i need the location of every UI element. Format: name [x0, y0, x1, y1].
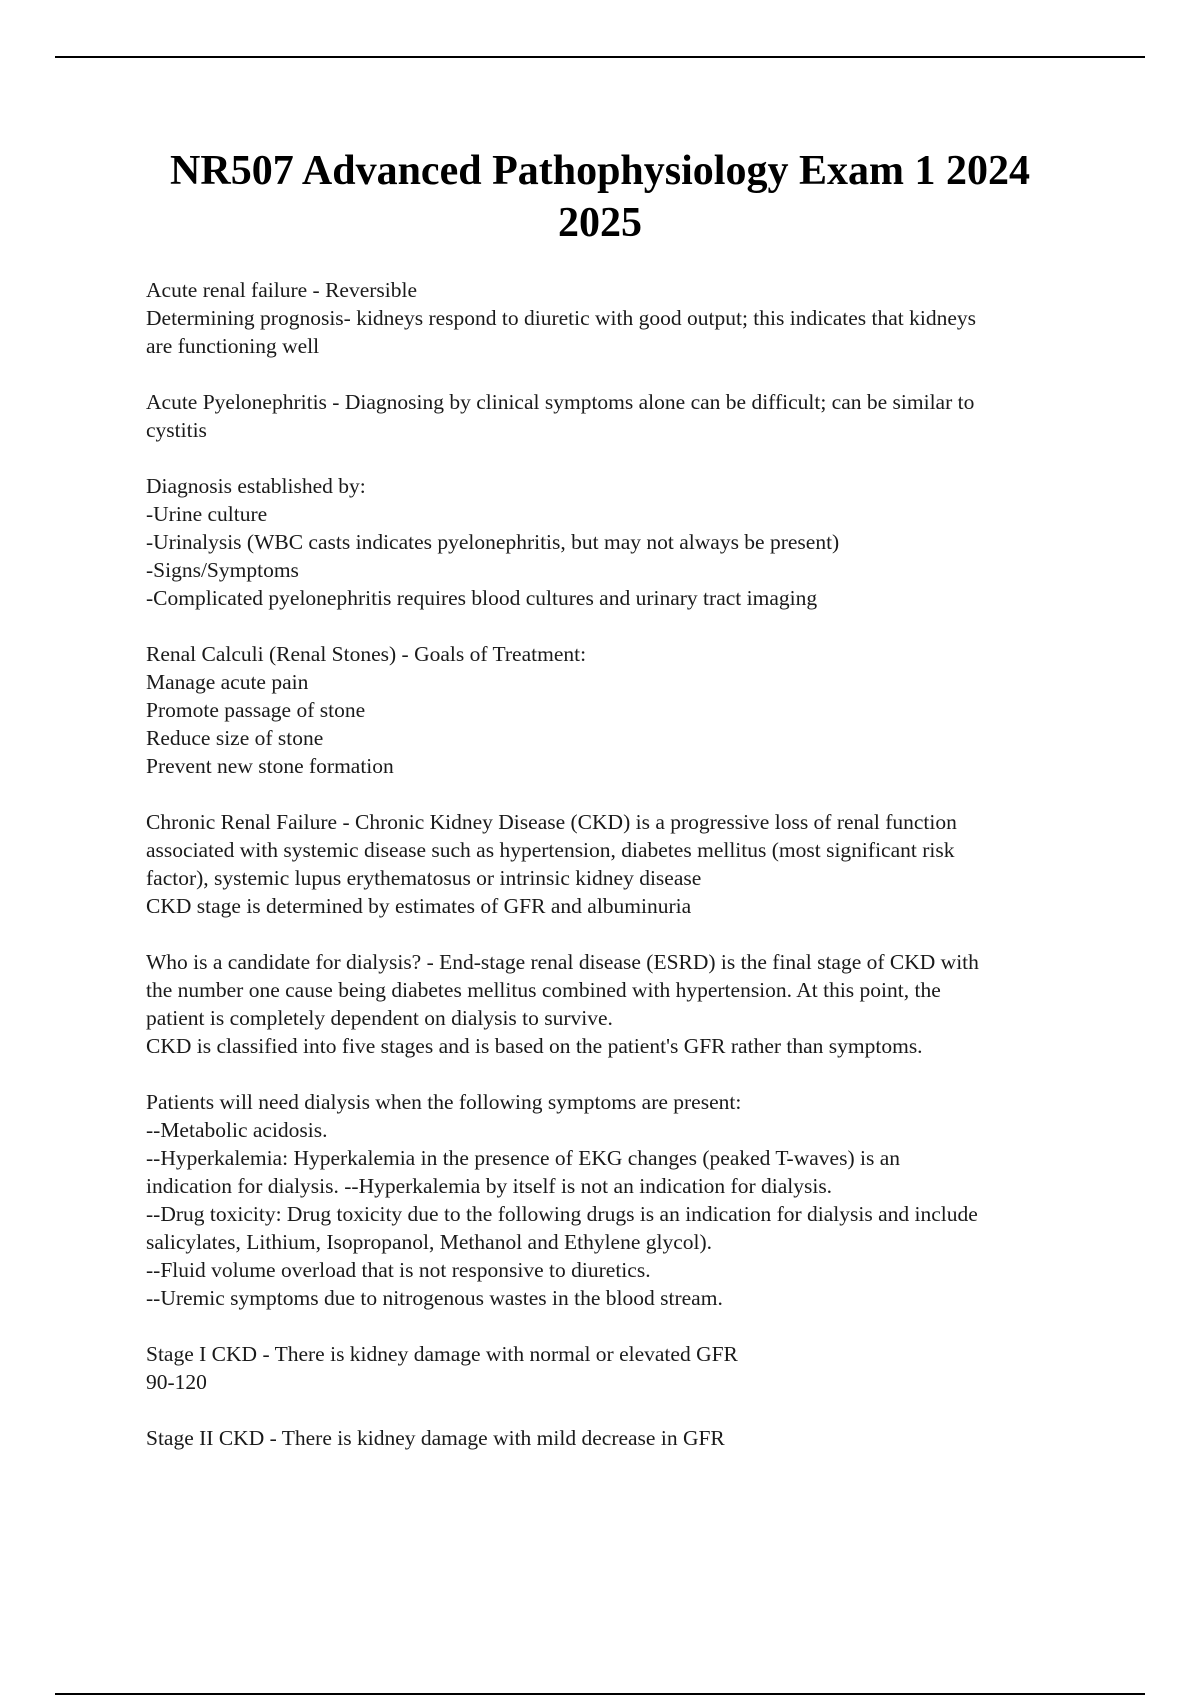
text-line: the number one cause being diabetes mellitus combined with hypertension. At this point, the: [146, 978, 941, 1002]
text-line: Who is a candidate for dialysis? - End-stage renal disease (ESRD) is the final stage of CKD with: [146, 950, 979, 974]
paragraph-acute-renal-failure: [146, 276, 1096, 360]
text-line: CKD is classified into five stages and is based on the patient's GFR rather than symptoms.: [146, 1034, 923, 1058]
top-rule: [55, 56, 1145, 58]
text-line: Promote passage of stone: [146, 698, 366, 722]
text-line: indication for dialysis. --Hyperkalemia by itself is not an indication for dialysis.: [146, 1174, 833, 1198]
text-line: -Urinalysis (WBC casts indicates pyelonephritis, but may not always be present): [146, 530, 840, 554]
text-line: Determining prognosis- kidneys respond to diuretic with good output; this indicates that kidneys: [146, 306, 977, 330]
text-line: are functioning well: [146, 334, 320, 358]
text-line: -Urine culture: [146, 502, 268, 526]
text-line: Acute Pyelonephritis - Diagnosing by clinical symptoms alone can be difficult; can be similar to: [146, 390, 975, 414]
text-line: Renal Calculi (Renal Stones) - Goals of Treatment:: [146, 642, 587, 666]
text-line: --Fluid volume overload that is not responsive to diuretics.: [146, 1258, 651, 1282]
paragraph-renal-calculi: [146, 640, 1096, 780]
text-line: Acute renal failure - Reversible: [146, 278, 418, 302]
text-line: cystitis: [146, 418, 207, 442]
text-line: Stage I CKD - There is kidney damage with normal or elevated GFR: [146, 1342, 738, 1366]
paragraph-diagnosis-established: [146, 472, 1096, 612]
text-line: Chronic Renal Failure - Chronic Kidney Disease (CKD) is a progressive loss of renal function: [146, 810, 957, 834]
text-line: patient is completely dependent on dialysis to survive.: [146, 1006, 613, 1030]
page-title: [120, 145, 1080, 249]
text-line: -Complicated pyelonephritis requires blood cultures and urinary tract imaging: [146, 586, 818, 610]
text-line: Prevent new stone formation: [146, 754, 394, 778]
text-line: --Drug toxicity: Drug toxicity due to the following drugs is an indication for dialysis and include: [146, 1202, 978, 1226]
paragraph-stage-1-ckd: [146, 1340, 1096, 1396]
text-line: -Signs/Symptoms: [146, 558, 299, 582]
document-body: [146, 276, 1096, 1480]
text-line: Diagnosis established by:: [146, 474, 366, 498]
title-line: NR507 Advanced Pathophysiology Exam 1 2024: [170, 148, 1030, 194]
text-line: Stage II CKD - There is kidney damage with mild decrease in GFR: [146, 1426, 725, 1450]
text-line: factor), systemic lupus erythematosus or intrinsic kidney disease: [146, 866, 702, 890]
title-line: 2025: [558, 200, 642, 246]
text-line: 90-120: [146, 1370, 207, 1394]
bottom-rule: [55, 1693, 1145, 1695]
text-line: salicylates, Lithium, Isopropanol, Methanol and Ethylene glycol).: [146, 1230, 713, 1254]
paragraph-stage-2-ckd: [146, 1424, 1096, 1452]
text-line: --Hyperkalemia: Hyperkalemia in the presence of EKG changes (peaked T-waves) is an: [146, 1146, 900, 1170]
text-line: CKD stage is determined by estimates of GFR and albuminuria: [146, 894, 692, 918]
text-line: --Metabolic acidosis.: [146, 1118, 328, 1142]
text-line: Patients will need dialysis when the following symptoms are present:: [146, 1090, 742, 1114]
paragraph-acute-pyelonephritis: [146, 388, 1096, 444]
paragraph-chronic-renal-failure: [146, 808, 1096, 920]
paragraph-dialysis-candidate: [146, 948, 1096, 1060]
text-line: Reduce size of stone: [146, 726, 324, 750]
text-line: associated with systemic disease such as hypertension, diabetes mellitus (most significant risk: [146, 838, 955, 862]
paragraph-dialysis-symptoms: [146, 1088, 1096, 1312]
text-line: --Uremic symptoms due to nitrogenous wastes in the blood stream.: [146, 1286, 723, 1310]
text-line: Manage acute pain: [146, 670, 309, 694]
